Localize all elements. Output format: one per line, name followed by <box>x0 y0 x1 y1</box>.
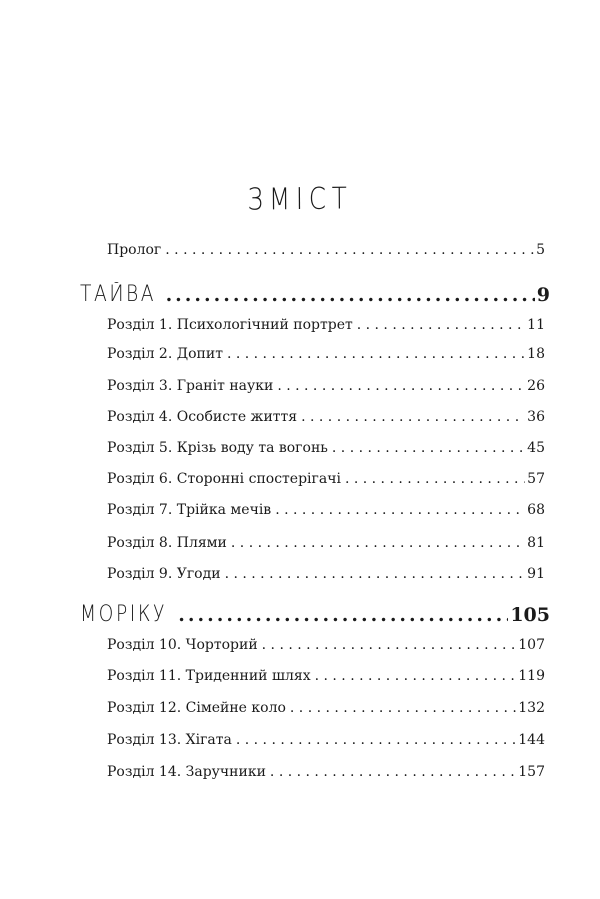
toc-entry-chapter-12 <box>107 700 545 716</box>
toc-entry-label: Розділ 4. Особисте життя <box>107 409 298 425</box>
toc-part-page: 9 <box>536 284 550 306</box>
toc-entry-chapter-7 <box>107 502 545 518</box>
dot-leader <box>178 604 508 626</box>
toc-entry-chapter-5 <box>107 440 545 456</box>
toc-entry-label: Розділ 2. Допит <box>107 346 223 362</box>
toc-entry-chapter-6 <box>107 471 545 487</box>
toc-entry-page: 26 <box>527 378 545 394</box>
toc-entry-page: 119 <box>518 668 545 684</box>
toc-entry-page: 18 <box>527 346 545 362</box>
toc-entry-chapter-8 <box>107 535 545 551</box>
toc-entry-chapter-14 <box>107 764 545 780</box>
dot-leader <box>225 566 526 582</box>
page-title: ЗМІСТ <box>247 181 353 218</box>
toc-entry-page: 107 <box>518 637 545 653</box>
toc-part-2 <box>80 602 550 627</box>
toc-entry-chapter-1 <box>107 317 545 333</box>
toc-entry-page: 91 <box>527 566 545 582</box>
toc-entry-page: 11 <box>527 317 545 333</box>
toc-entry-page: 57 <box>527 471 545 487</box>
toc-entry-label: Розділ 13. Хігата <box>107 732 232 748</box>
dot-leader <box>315 668 517 684</box>
dot-leader <box>227 346 525 362</box>
toc-entry-label: Розділ 7. Трійка мечів <box>107 502 272 518</box>
toc-part-page: 105 <box>510 604 550 626</box>
toc-entry-label: Пролог <box>107 242 162 258</box>
toc-entry-page: 5 <box>536 242 545 258</box>
toc-entry-label: Розділ 5. Крізь воду та вогонь <box>107 440 328 456</box>
dot-leader <box>290 700 516 716</box>
toc-part-1 <box>80 282 550 307</box>
toc-entry-page: 81 <box>527 535 545 551</box>
toc-entry-label: Розділ 3. Граніт науки <box>107 378 274 394</box>
toc-entry-page: 132 <box>518 700 545 716</box>
dot-leader <box>236 732 516 748</box>
dot-leader <box>277 378 525 394</box>
toc-entry-page: 45 <box>527 440 545 456</box>
dot-leader <box>165 242 534 258</box>
toc-entry-chapter-4 <box>107 409 545 425</box>
dot-leader <box>357 317 525 333</box>
toc-entry-label: Розділ 10. Чорторий <box>107 637 258 653</box>
toc-part-label: МОРІКУ <box>80 602 167 627</box>
toc-entry-label: Розділ 12. Сімейне коло <box>107 700 286 716</box>
dot-leader <box>301 409 525 425</box>
toc-entry-chapter-2 <box>107 346 545 362</box>
dot-leader <box>262 637 517 653</box>
toc-entry-page: 157 <box>518 764 545 780</box>
toc-entry-page: 144 <box>518 732 545 748</box>
toc-part-label: ТАЙВА <box>80 282 157 307</box>
dot-leader <box>231 535 525 551</box>
dot-leader <box>275 502 525 518</box>
toc-entry-label: Розділ 14. Заручники <box>107 764 266 780</box>
toc-entry-label: Розділ 11. Триденний шлях <box>107 668 311 684</box>
toc-entry-chapter-13 <box>107 732 545 748</box>
toc-entry-label: Розділ 1. Психологічний портрет <box>107 317 353 333</box>
toc-entry-chapter-10 <box>107 637 545 653</box>
toc-entry-label: Розділ 9. Угоди <box>107 566 221 582</box>
toc-entry-chapter-3 <box>107 378 545 394</box>
toc-entry-page: 68 <box>527 502 545 518</box>
toc-entry-prologue <box>107 242 545 258</box>
dot-leader <box>270 764 516 780</box>
toc-entry-label: Розділ 8. Плями <box>107 535 227 551</box>
toc-entry-label: Розділ 6. Сторонні спостерігачі <box>107 471 341 487</box>
dot-leader <box>166 284 535 306</box>
toc-entry-page: 36 <box>527 409 545 425</box>
toc-entry-chapter-9 <box>107 566 545 582</box>
dot-leader <box>332 440 525 456</box>
dot-leader <box>345 471 525 487</box>
toc-entry-chapter-11 <box>107 668 545 684</box>
